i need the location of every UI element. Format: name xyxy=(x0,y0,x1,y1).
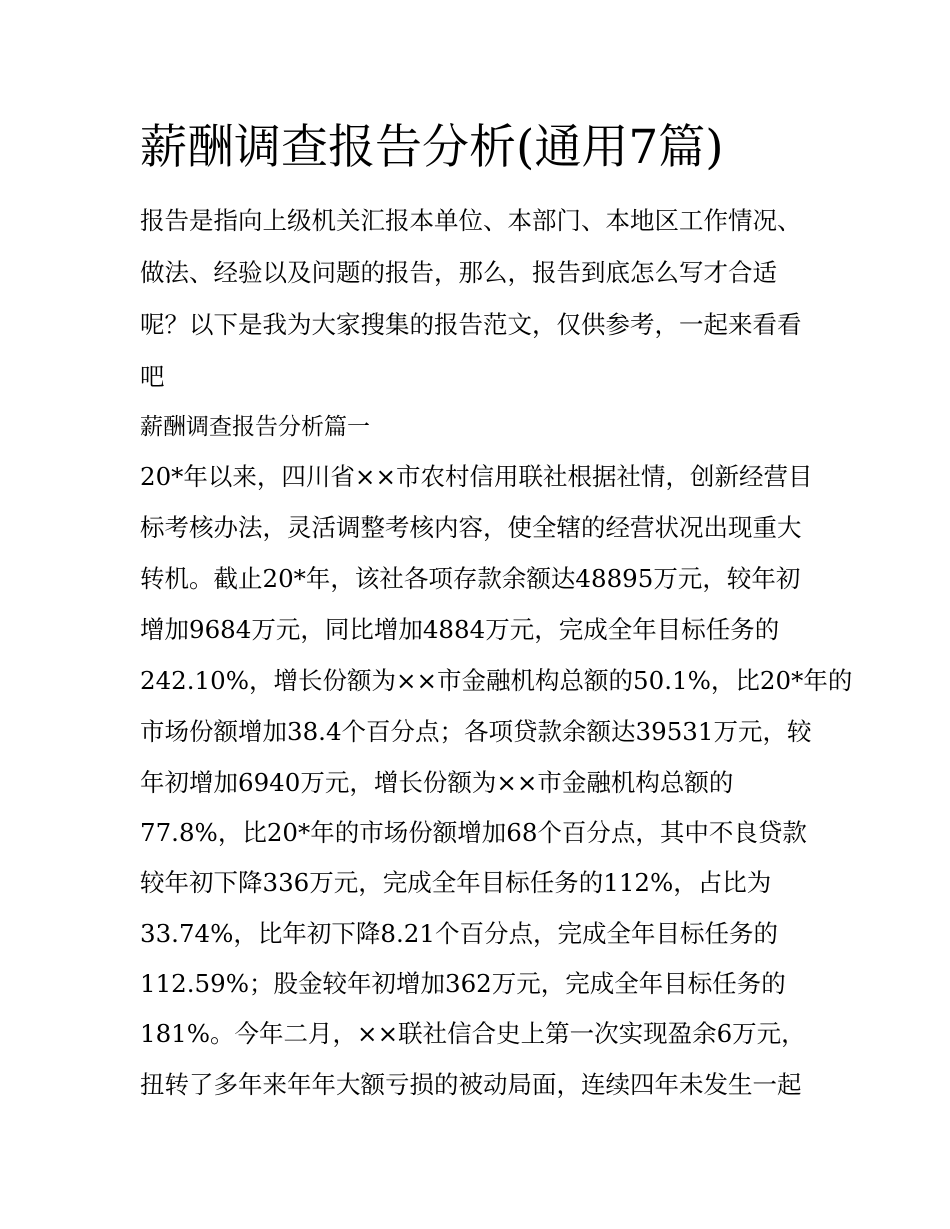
body-line: 市场份额增加38.4个百分点；各项贷款余额达39531万元，较 xyxy=(140,717,812,746)
intro-line: 呢？以下是我为大家搜集的报告范文，仅供参考，一起来看看 xyxy=(140,310,802,339)
body-line: 增加9684万元，同比增加4884万元，完成全年目标任务的 xyxy=(140,615,780,644)
body-line: 年初增加6940万元，增长份额为××市金融机构总额的 xyxy=(140,768,734,797)
intro-line: 报告是指向上级机关汇报本单位、本部门、本地区工作情况、 xyxy=(140,206,802,235)
body-line: 标考核办法，灵活调整考核内容，使全辖的经营状况出现重大 xyxy=(140,513,802,542)
body-line: 33.74%，比年初下降8.21个百分点，完成全年目标任务的 xyxy=(140,919,778,948)
body-line: 较年初下降336万元，完成全年目标任务的112%，占比为 xyxy=(140,868,772,897)
body-line: 242.10%，增长份额为××市金融机构总额的50.1%，比20*年的 xyxy=(140,666,853,695)
document-title: 薪酬调查报告分析(通用7篇) xyxy=(140,120,724,175)
body-line: 20*年以来，四川省××市农村信用联社根据社情，创新经营目 xyxy=(140,462,813,491)
body-line: 转机。截止20*年，该社各项存款余额达48895万元，较年初 xyxy=(140,564,801,593)
body-line: 181%。今年二月，××联社信合史上第一次实现盈余6万元， xyxy=(140,1019,806,1048)
intro-line: 做法、经验以及问题的报告，那么，报告到底怎么写才合适 xyxy=(140,258,777,287)
section-heading: 薪酬调查报告分析篇一 xyxy=(140,414,370,440)
intro-line: 吧 xyxy=(140,362,165,391)
body-line: 扭转了多年来年年大额亏损的被动局面，连续四年未发生一起 xyxy=(140,1070,802,1099)
body-line: 112.59%；股金较年初增加362万元，完成全年目标任务的 xyxy=(140,969,786,998)
body-line: 77.8%，比20*年的市场份额增加68个百分点，其中不良贷款 xyxy=(140,818,807,847)
